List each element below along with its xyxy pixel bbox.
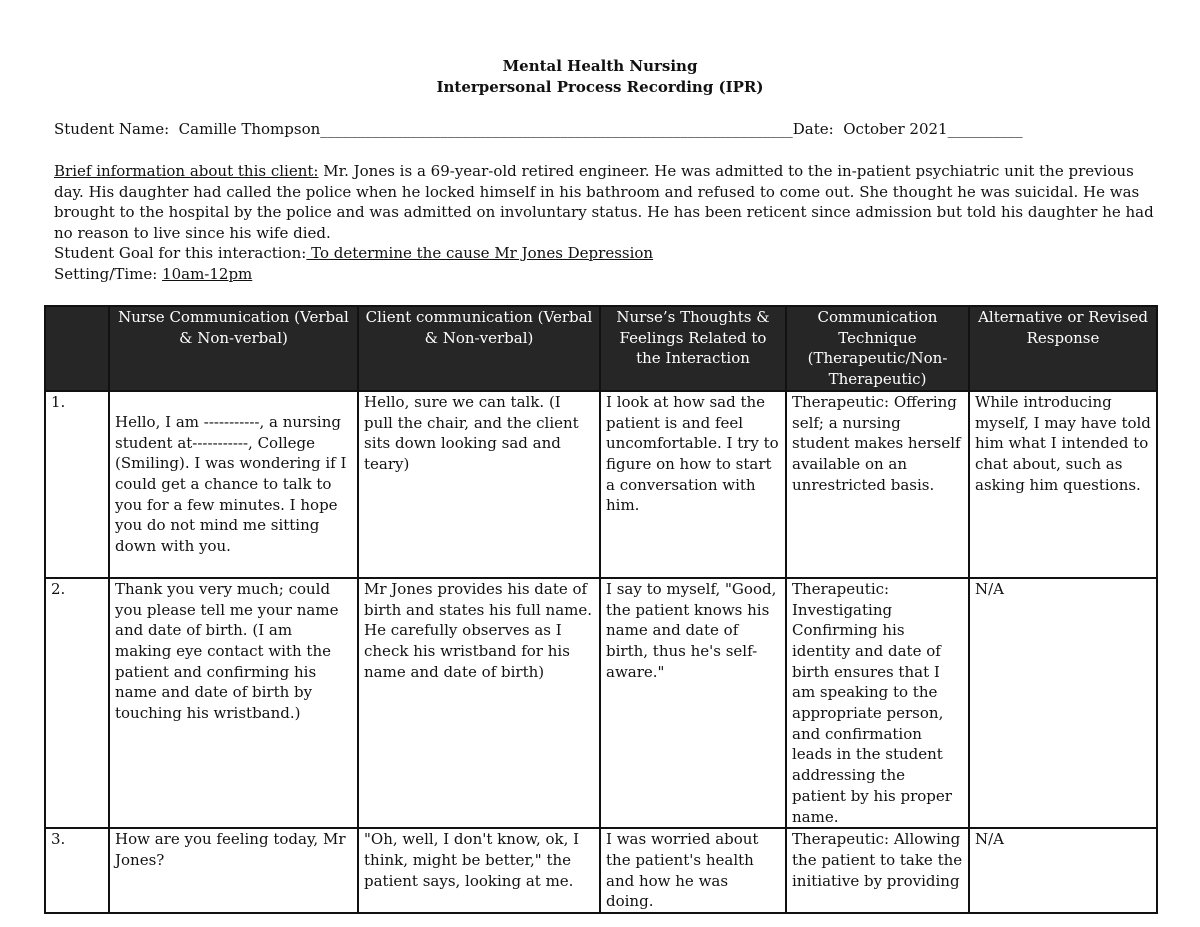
date-label: Date:: [792, 120, 834, 138]
setting-time: [54, 264, 1154, 285]
student-goal-value: To determine the cause Mr Jones Depression: [306, 244, 654, 262]
client-brief-label: Brief information about this client:: [54, 162, 319, 180]
client-brief: [54, 161, 1154, 244]
row-number: 3.: [45, 828, 109, 913]
header-nurse-communication: Nurse Communication (Verbal & Non-verbal): [109, 306, 358, 391]
client-communication-cell: Hello, sure we can talk. (I pull the chair, and the client sits down looking sad and teary): [358, 391, 600, 578]
nurse-communication-cell: Hello, I am -----------, a nursing student at-----------, College (Smiling). I was wondering if I could get a chance to talk to you for a few minutes. I hope you do not mind me sitting down with you.: [109, 391, 358, 578]
alternative-response-cell: While introducing myself, I may have told him what I intended to chat about, such as asking him questions.: [969, 391, 1157, 578]
setting-time-label: Setting/Time:: [54, 265, 163, 283]
header-alternative-response: Alternative or Revised Response: [969, 306, 1157, 391]
header-number: [45, 306, 109, 391]
table-header-row: [45, 306, 1157, 391]
client-communication-cell: "Oh, well, I don't know, ok, I think, might be better," the patient says, looking at me.: [358, 828, 600, 913]
technique-cell: Therapeutic: Investigating Confirming his identity and date of birth ensures that I am speaking to the appropriate person, and confirmation leads in the student addressing the patient by his proper name.: [786, 578, 969, 828]
student-goal-label: Student Goal for this interaction:: [54, 244, 307, 262]
document-header: [0, 56, 1200, 98]
date-value: October 2021: [843, 120, 948, 138]
alternative-response-cell: N/A: [969, 828, 1157, 913]
ipr-table: [44, 305, 1158, 914]
document-subtitle: Interpersonal Process Recording (IPR): [436, 78, 764, 96]
date-underline: __________: [947, 120, 1023, 138]
student-name-label: Student Name:: [54, 120, 170, 138]
setting-time-value: 10am-12pm: [162, 265, 253, 283]
alternative-response-cell: N/A: [969, 578, 1157, 828]
row-number: 1.: [45, 391, 109, 578]
document-title: Mental Health Nursing: [502, 57, 698, 75]
header-nurse-thoughts: Nurse’s Thoughts & Feelings Related to the Interaction: [600, 306, 786, 391]
header-client-communication: Client communication (Verbal & Non-verbal): [358, 306, 600, 391]
header-communication-technique: Communication Technique (Therapeutic/Non-Therapeutic): [786, 306, 969, 391]
nurse-thoughts-cell: I look at how sad the patient is and feel uncomfortable. I try to figure on how to start a conversation with him.: [600, 391, 786, 578]
client-communication-cell: Mr Jones provides his date of birth and states his full name. He carefully observes as I check his wristband for his name and date of birth): [358, 578, 600, 828]
nurse-thoughts-cell: I say to myself, "Good, the patient knows his name and date of birth, thus he's self-aware.": [600, 578, 786, 828]
technique-cell: Therapeutic: Allowing the patient to take the initiative by providing: [786, 828, 969, 913]
technique-cell: Therapeutic: Offering self; a nursing student makes herself available on an unrestricted basis.: [786, 391, 969, 578]
nurse-thoughts-cell: I was worried about the patient's health and how he was doing.: [600, 828, 786, 913]
table-row: [45, 828, 1157, 913]
table-row: [45, 391, 1157, 578]
student-goal: [54, 243, 1154, 264]
nurse-communication-cell: How are you feeling today, Mr Jones?: [109, 828, 358, 913]
student-info-line: [54, 119, 1154, 140]
student-name: Camille Thompson: [178, 120, 321, 138]
student-name-underline: _______________________________________________________________: [320, 120, 793, 138]
client-brief-text: Mr. Jones is a 69-year-old retired engineer. He was admitted to the in-patient psychiatric unit the previous day. His daughter had called the police when he locked himself in his bathroom and refused to come out. She thought he was suicidal. He was brought to the hospital by the police and was admitted on involuntary status. He has been reticent since admission but told his daughter he had no reason to live since his wife died.: [54, 162, 1154, 243]
table-row: [45, 578, 1157, 828]
nurse-communication-cell: Thank you very much; could you please tell me your name and date of birth. (I am making eye contact with the patient and confirming his name and date of birth by touching his wristband.): [109, 578, 358, 828]
row-number: 2.: [45, 578, 109, 828]
